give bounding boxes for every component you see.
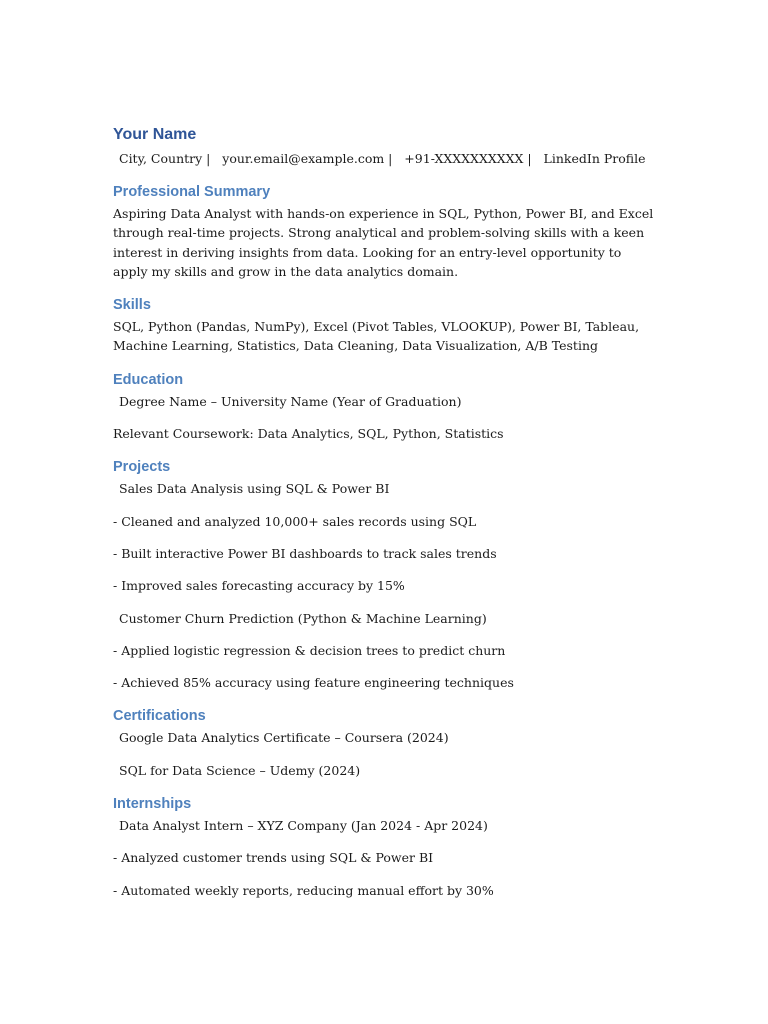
project-bullet: - Improved sales forecasting accuracy by 15% bbox=[113, 578, 405, 594]
section-title-education: Education bbox=[113, 371, 184, 388]
section-title-skills: Skills bbox=[113, 297, 151, 314]
skills-text: SQL, Python (Pandas, NumPy), Excel (Pivot Tables, VLOOKUP), Power BI, Tableau, Machine Learning, Statistics, Data Cleaning, Data Visualization, A/B Testing bbox=[113, 319, 640, 354]
contact-line: City, Country | your.email@example.com | +91-XXXXXXXXXX | LinkedIn Profile bbox=[119, 151, 646, 166]
project-bullet: - Cleaned and analyzed 10,000+ sales records using SQL bbox=[113, 513, 477, 529]
internship-bullet: - Automated weekly reports, reducing manual effort by 30% bbox=[113, 882, 494, 898]
section-title-internships: Internships bbox=[113, 796, 192, 813]
certification-item: SQL for Data Science – Udemy (2024) bbox=[119, 762, 361, 778]
internship-role: Data Analyst Intern – XYZ Company (Jan 2024 - Apr 2024) bbox=[119, 818, 488, 834]
education-coursework: Relevant Coursework: Data Analytics, SQL, Python, Statistics bbox=[113, 426, 504, 442]
section-title-summary: Professional Summary bbox=[113, 184, 271, 200]
resume-page bbox=[113, 124, 658, 900]
project-title: Sales Data Analysis using SQL & Power BI bbox=[119, 481, 390, 497]
project-title: Customer Churn Prediction (Python & Machine Learning) bbox=[119, 610, 487, 626]
project-bullet: - Built interactive Power BI dashboards to track sales trends bbox=[113, 545, 497, 561]
internship-bullet: - Analyzed customer trends using SQL & Power BI bbox=[113, 850, 434, 866]
education-degree: Degree Name – University Name (Year of Graduation) bbox=[119, 393, 462, 409]
summary-text: Aspiring Data Analyst with hands-on experience in SQL, Python, Power BI, and Excel through real-time projects. Strong analytical and problem-solving skills with a keen interest in deriving insights from data. Looking for an entry-level opportunity to apply my skills and grow in the data analytics domain. bbox=[113, 206, 654, 279]
project-bullet: - Applied logistic regression & decision trees to predict churn bbox=[113, 642, 506, 658]
certification-item: Google Data Analytics Certificate – Coursera (2024) bbox=[119, 730, 449, 746]
project-bullet: - Achieved 85% accuracy using feature engineering techniques bbox=[113, 675, 514, 691]
section-title-projects: Projects bbox=[113, 459, 171, 476]
resume-name: Your Name bbox=[113, 126, 197, 143]
section-title-certifications: Certifications bbox=[113, 708, 206, 725]
